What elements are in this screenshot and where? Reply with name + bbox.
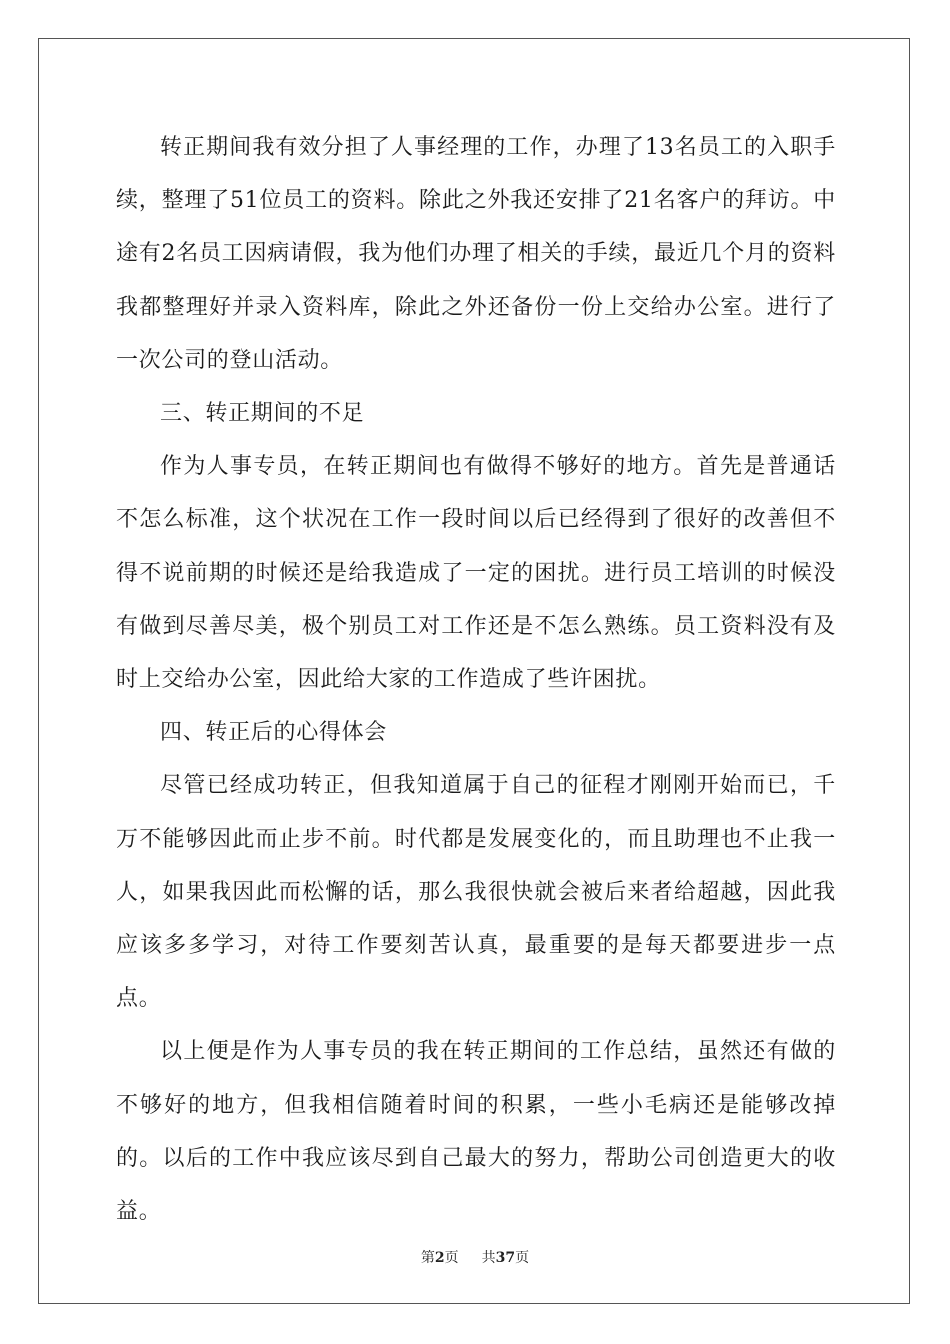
page-footer bbox=[0, 1247, 950, 1267]
total-pages-label bbox=[482, 1247, 529, 1267]
page-number: 2 bbox=[434, 1250, 445, 1266]
paragraph: 以上便是作为人事专员的我在转正期间的工作总结，虽然还有做的不够好的地方，但我相信随着时间的积累，一些小毛病还是能够改掉的。以后的工作中我应该尽到自己最大的努力，帮助公司创造更大的收益。 bbox=[116, 1039, 836, 1225]
paragraph: 作为人事专员，在转正期间也有做得不够好的地方。首先是普通话不怎么标准，这个状况在工作一段时间以后已经得到了很好的改善但不得不说前期的时候还是给我造成了一定的困扰。进行员工培训的时候没有做到尽善尽美，极个别员工对工作还是不怎么熟练。员工资料没有及时上交给办公室，因此给大家的工作造成了些许困扰。 bbox=[116, 454, 836, 693]
paragraph: 转正期间我有效分担了人事经理的工作，办理了13名员工的入职手续，整理了51位员工的资料。除此之外我还安排了21名客户的拜访。中途有2名员工因病请假，我为他们办理了相关的手续，最近几个月的资料我都整理好并录入资料库，除此之外还备份一份上交给办公室。进行了一次公司的登山活动。 bbox=[116, 135, 836, 373]
document-body bbox=[116, 121, 836, 1238]
total-suffix: 页 bbox=[515, 1250, 530, 1266]
section-heading: 三、转正期间的不足 bbox=[160, 401, 365, 427]
page-number-label bbox=[421, 1247, 459, 1267]
section-heading: 四、转正后的心得体会 bbox=[160, 720, 388, 746]
page-suffix: 页 bbox=[444, 1250, 459, 1266]
paragraph: 尽管已经成功转正，但我知道属于自己的征程才刚刚开始而已，千万不能够因此而止步不前。时代都是发展变化的，而且助理也不止我一人，如果我因此而松懈的话，那么我很快就会被后来者给超越，因此我应该多多学习，对待工作要刻苦认真，最重要的是每天都要进步一点点。 bbox=[116, 773, 836, 1012]
total-pages: 37 bbox=[495, 1250, 516, 1266]
total-prefix: 共 bbox=[481, 1250, 496, 1266]
page-prefix: 第 bbox=[420, 1250, 435, 1266]
